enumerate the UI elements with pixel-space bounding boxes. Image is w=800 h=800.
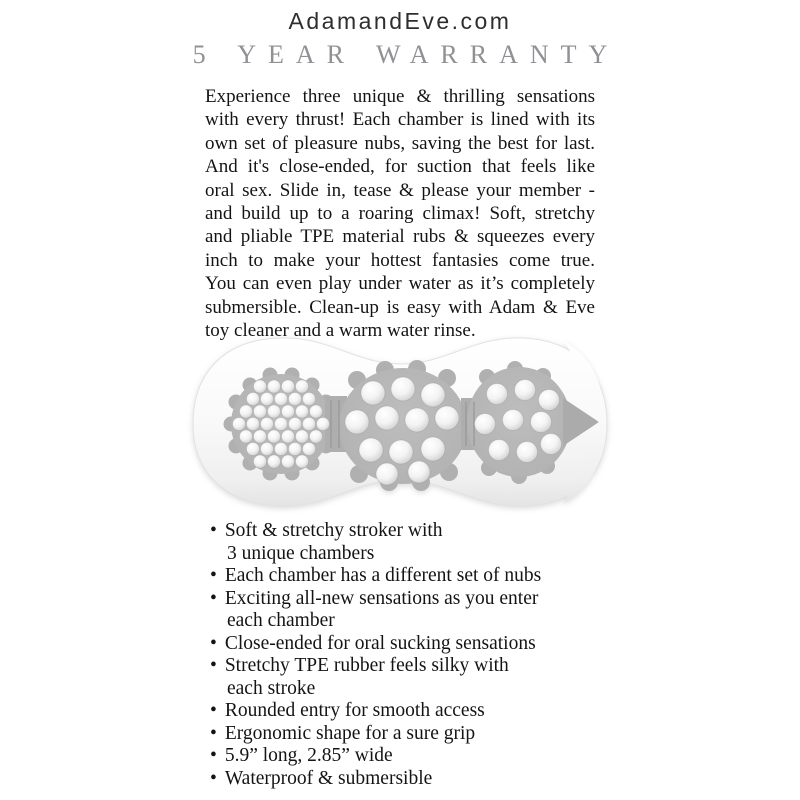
description-line: Experience three unique & thrilling sensations [205,86,595,107]
feature-item [206,745,594,768]
feature-line-continued: each chamber [227,610,335,632]
feature-line: Exciting all-new sensations as you enter [224,587,539,609]
feature-line: Waterproof & submersible [224,767,433,789]
feature-line: Ergonomic shape for a sure grip [224,722,476,744]
bullet-marker: • [210,767,217,789]
product-description [205,85,595,342]
description-line: toy cleaner and a warm water rinse. [205,320,476,342]
feature-line: Soft & stretchy stroker with [224,520,443,542]
feature-item [206,588,594,633]
bullet-marker: • [210,632,217,654]
description-line: oral sex. Slide in, tease & please your member - [205,179,595,201]
description-line: and build up to a roaring climax! Soft, stretchy [205,203,595,225]
feature-item [206,723,594,746]
feature-item [206,655,594,700]
bullet-marker: • [210,745,217,767]
bullet-marker: • [210,722,217,744]
feature-item [206,565,594,588]
bullet-marker: • [210,587,217,609]
description-line: And it's close-ended, for suction that feels like [205,156,595,178]
feature-list [206,520,594,790]
description-line: inch to make your hottest fantasies come true. [205,249,595,271]
feature-item [206,633,594,656]
description-line: and pliable TPE material rubs & squeezes every [205,226,595,248]
bullet-marker: • [210,565,217,587]
bullet-marker: • [210,520,217,542]
feature-item [206,520,594,565]
feature-line: Rounded entry for smooth access [224,700,485,722]
product-illustration [185,332,615,512]
description-line: with every thrust! Each chamber is lined with its [205,109,595,131]
description-line: own set of pleasure nubs, saving the best for last. [205,132,595,154]
feature-line: 5.9” long, 2.85” wide [224,745,393,767]
feature-line: Close-ended for oral sucking sensations [224,632,536,654]
feature-item [206,768,594,791]
feature-line-continued: each stroke [227,677,316,699]
description-line: You can even play under water as it’s completely [205,273,595,295]
site-title: AdamandEve.com [288,8,512,34]
warranty-heading: 5 YEAR WARRANTY [192,40,620,69]
feature-line: Stretchy TPE rubber feels silky with [224,655,509,677]
feature-line-continued: 3 unique chambers [227,542,375,564]
description-line: submersible. Clean-up is easy with Adam & Eve [205,296,595,318]
bullet-marker: • [210,655,217,677]
bullet-marker: • [210,700,217,722]
feature-item [206,700,594,723]
feature-line: Each chamber has a different set of nubs [224,565,542,587]
